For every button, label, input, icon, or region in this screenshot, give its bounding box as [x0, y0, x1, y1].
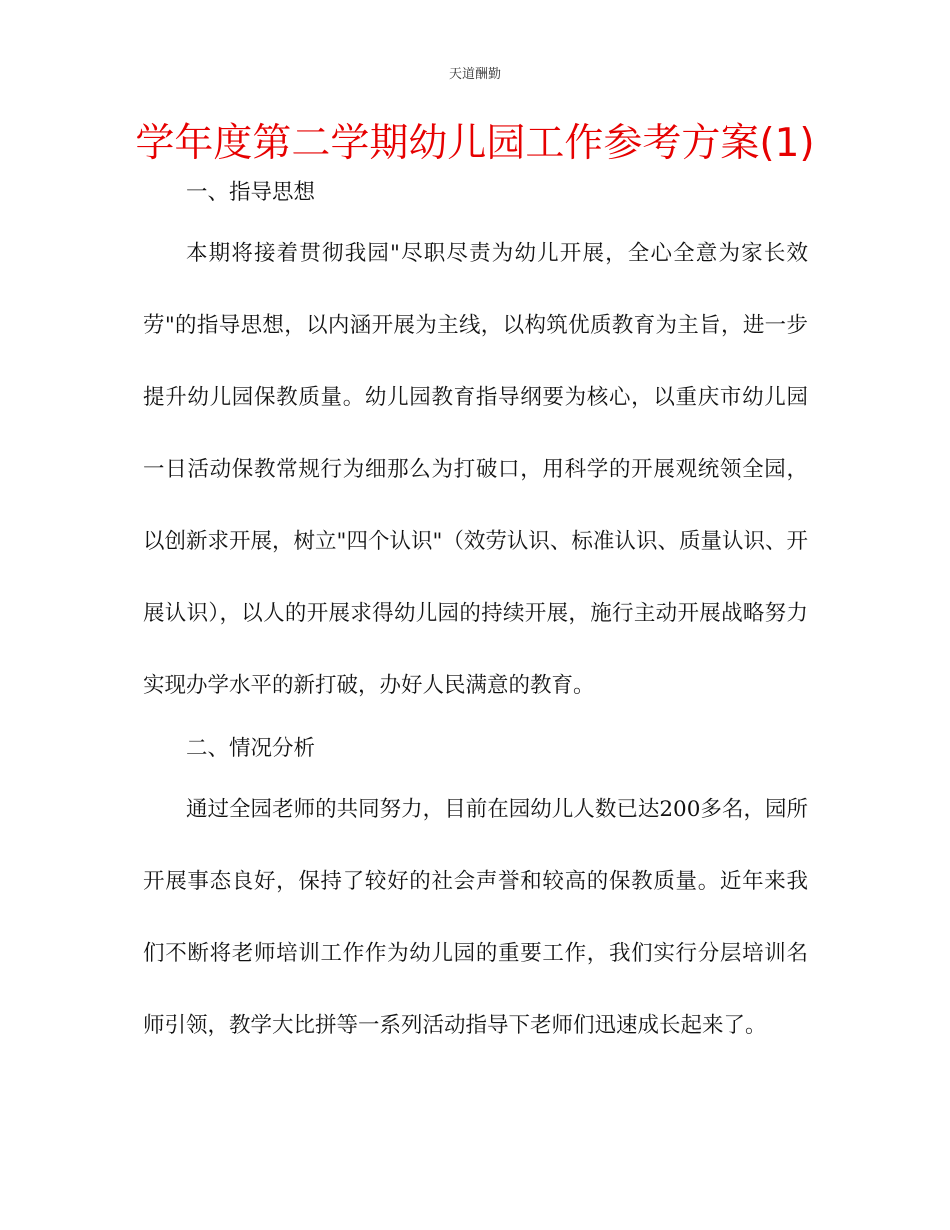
page-header: 天道酬勤	[448, 67, 501, 82]
section-heading-guiding-ideology: 一、指导思想	[186, 180, 316, 205]
section-heading-situation-analysis: 二、情况分析	[186, 736, 316, 761]
document-title: 学年度第二学期幼儿园工作参考方案(1)	[135, 121, 815, 166]
section-paragraph-situation-analysis: 通过全园老师的共同努力，目前在园幼儿人数已达200多名，园所开展事态良好，保持了较好的社会声誉和较高的保教质量。近年来我们不断将老师培训工作作为幼儿园的重要工作，我们实行分层培训名师引领，教学大比拼等一系列活动指导下老师们迅速成长起来了。	[143, 797, 808, 1038]
section-paragraph-guiding-ideology: 本期将接着贯彻我园"尽职尽责为幼儿开展，全心全意为家长效劳"的指导思想，以内涵开展为主线，以构筑优质教育为主旨，进一步提升幼儿园保教质量。幼儿园教育指导纲要为核心，以重庆市幼儿园一日活动保教常规行为细那么为打破口，用科学的开展观统领全园，以创新求开展，树立"四个认识"（效劳认识、标准认识、质量认识、开展认识），以人的开展求得幼儿园的持续开展，施行主动开展战略努力实现办学水平的新打破，办好人民满意的教育。	[143, 241, 808, 698]
